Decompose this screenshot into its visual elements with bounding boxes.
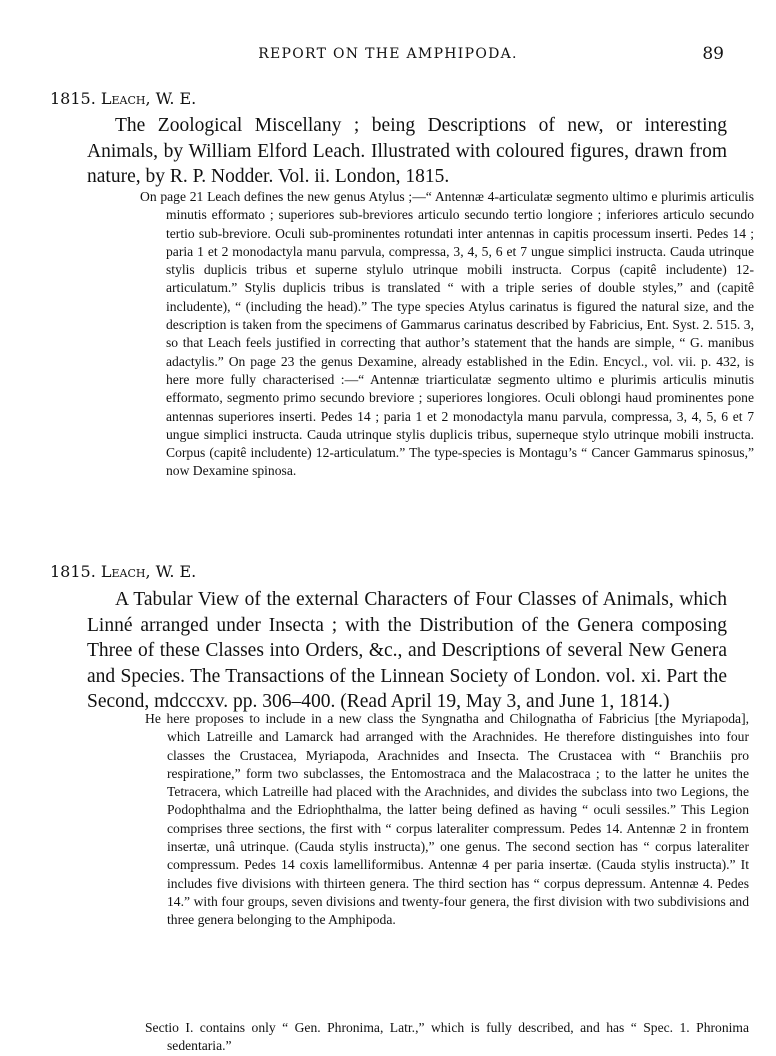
entry-1-title: The Zoological Miscellany ; being Descriptions of new, or interesting Animals, by William Elford Leach. Illustrated with coloured figures, drawn from nature, by R. P. Nodder. Vol. ii. London, 1815. [87,115,727,188]
page-number: 89 [702,44,724,64]
entry-2-author: Leach, W. E. [100,562,197,581]
entry-1-heading [50,89,196,108]
entry-2-year: 1815. [50,562,96,581]
entry-1-author: Leach, W. E. [100,89,197,108]
entry-1-year: 1815. [50,89,96,108]
entry-2-heading [50,562,196,581]
entry-2-title: A Tabular View of the external Characters of Four Classes of Animals, which Linné arranged under Insecta ; with the Distribution of the Genera composing Three of these Classes into Orders, &c., and Descriptions of several New Genera and Species. The Transactions of the Linnean Society of London. vol. xi. Part the Second, mdcccxv. pp. 306–400. (Read April 19, May 3, and June 1, 1814.) [87,589,727,713]
running-head [0,44,776,68]
entry-2-note-continued: Sectio I. contains only “ Gen. Phronima, Latr.,” which is fully described, and has “ Spec. 1. Phronima sedentaria.” [145,1020,749,1054]
running-head-title: REPORT ON THE AMPHIPODA. [258,46,518,62]
entry-2-note: He here proposes to include in a new class the Syngnatha and Chilognatha of Fabricius [the Myriapoda], which Latreille and Lamarck had arranged with the Arachnides. He therefore distinguishes into four classes the Crustacea, Myriapoda, Arachnides and Insecta. The Crustacea with “ Branchiis pro respiratione,” form two subclasses, the Entomostraca and the Malacostraca ; to the latter he unites the Tetracera, which Latreille had placed with the Arachnides, and divides the subclass into two Legions, the Podophthalma and the Edriophthalma, the latter being defined as having “ oculi sessiles.” This Legion comprises three sections, the first with “ corpus lateraliter compressum. Pedes 14. Antennæ 2 in frontem insertæ, unâ utrinque. (Cauda stylis instructa),” one genus. The second section has “ corpus lateraliter compressum. Pedes 14 coxis lamelliformibus. Antennæ 4 per paria insertæ. (Cauda stylis instructa).” It includes five divisions with thirteen genera. The third section has “ corpus depressum. Antennæ 4. Pedes 14.” with four groups, seven divisions and twenty-four genera, the first division with two subdivisions and three genera belonging to the Amphipoda. [145,711,749,928]
entry-1-note: On page 21 Leach defines the new genus Atylus ;—“ Antennæ 4-articulatæ segmento ultimo e plurimis articulis minutis efformato ; superiores sub-breviores articulo secundo tertio longiore ; inferiores articulo secundo tertio sub-breviore. Oculi sub-prominentes rotundati inter antennas in capitis processum inserti. Pedes 14 ; paria 1 et 2 monodactyla manu parvula, compressa, 3, 4, 5, 6 et 7 ungue simplici instructa. Cauda utrinque stylis duplicis tribus et superne stylulo utrinque mobili instructa. Corpus (capitê includente) 12-articulatum.” Stylis duplicis tribus is translated “ with a triple series of double styles,” and (capitê includente), “ (including the head).” The type species Atylus carinatus is figured the natural size, and the description is taken from the specimens of Gammarus carinatus described by Fabricius, Ent. Syst. 2. 515. 3, so that Leach feels justified in correcting that author’s statement that the hands are simple, “ G. manibus adactylis.” On page 23 the genus Dexamine, already established in the Edin. Encycl., vol. vii. p. 432, is here more fully characterised :—“ Antennæ triarticulatæ segmento ultimo e plurimis articulis minutis efformato, segmento primo secundo breviore ; superiores longiores. Oculi oblongi haud prominentes pone antennas superiores inserti. Pedes 14 ; paria 1 et 2 monodactyla manu parvula, compressa, 3, 4, 5, 6 et 7 ungue simplici instructa. Cauda utrinque stylis duplicis tribus, superneque stylo utrinque mobili instructa. Corpus (capitê includente) 12-articulatum.” The type-species is Montagu’s “ Cancer Gammarus spinosus,” now Dexamine spinosa. [140,189,754,479]
